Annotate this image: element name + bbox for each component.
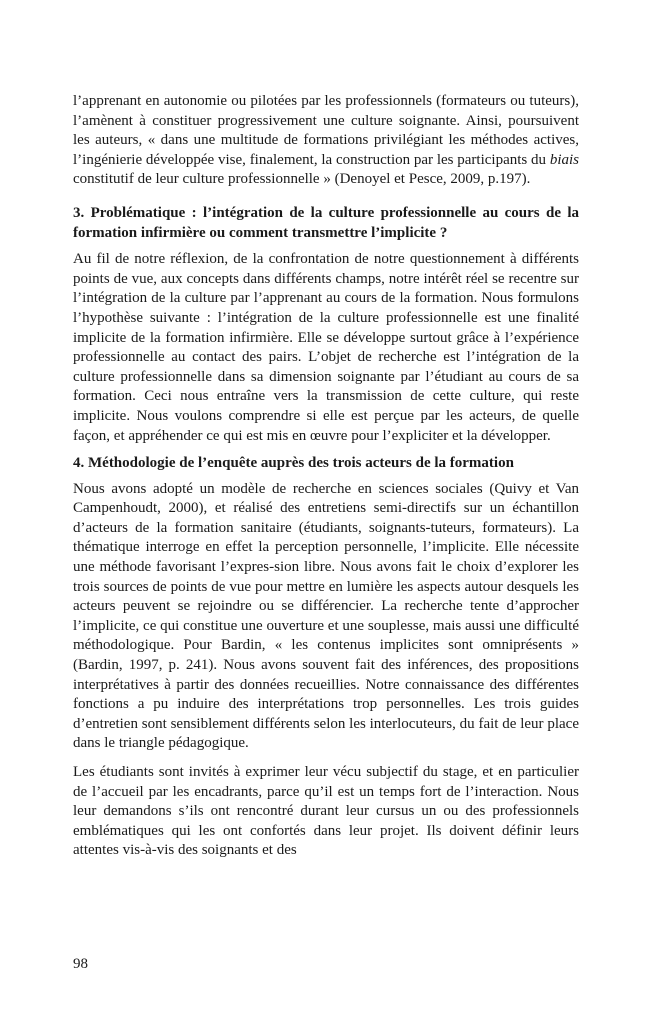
paragraph-text-end: constitutif de leur culture professionnelle » (Denoyel et Pesce, 2009, p.197). — [73, 171, 531, 188]
page-number: 98 — [73, 956, 88, 972]
paragraph-text: l’apprenant en autonomie ou pilotées par les professionnels (formateurs ou tuteurs), l’amènent à constituer progressivement une culture soignante. Ainsi, poursuivent les auteurs, « dans une multitude de formations privilégiant les méthodes actives, l’ingénierie développée vise, finalement, la construction par les participants du — [73, 93, 579, 168]
paragraph-etudiants: Les étudiants sont invités à exprimer leur vécu subjectif du stage, et en particulier de l’accueil par les encadrants, parce qu’il est un temps fort de l’interaction. Nous leur demandons s’ils ont rencontré durant leur cursus un ou des professionnels emblématiques qui les ont confortés dans leur projet. Ils doivent définir leurs attentes vis-à-vis des soignants et des — [73, 764, 579, 859]
paragraph-methodologie: Nous avons adopté un modèle de recherche en sciences sociales (Quivy et Van Campenhoudt, 2000), et réalisé des entretiens semi-directifs sur un échantillon d’acteurs de la formation sanitaire (étudiants, soignants-tuteurs, formateurs). La thématique interroge en effet la perception personnelle, l’implicite. Elle nécessite une méthode favorisant l’expres-sion libre. Nous avons fait le choix d’explorer les trois sources de points de vue pour mettre en lumière les aspects autour desquels les acteurs peuvent se rejoindre ou se différencier. La recherche tente d’approcher l’implicite, ce qui constitue une ouverture et une souplesse, mais aussi une difficulté méthodologique. Pour Bardin, « les contenus implicites sont omniprésents » (Bardin, 1997, p. 241). Nous avons souvent fait des inférences, des propositions interprétatives à partir des données recueillies. Notre connaissance des différentes fonctions a pu induire des interprétations trop personnelles. Les trois guides d’entretien sont sensiblement différents selon les interlocuteurs, du fait de leur place dans le triangle pédagogique. — [73, 480, 579, 752]
section-heading-3: 3. Problématique : l’intégration de la culture professionnelle au cours de la formation infirmière ou comment transmettre l’implicite ? — [73, 204, 579, 241]
italic-term: biais — [549, 151, 579, 168]
paragraph-continuation — [73, 92, 579, 190]
paragraph-problematique: Au fil de notre réflexion, de la confrontation de notre questionnement à différents points de vue, aux concepts dans différents champs, notre intérêt réel se recentre sur l’intégration de la culture par l’apprenant au cours de la formation. Nous formulons l’hypothèse suivante : l’intégration de la culture professionnelle est une finalité implicite de la formation infirmière. Elle se développe surtout grâce à l’expérience professionnelle au contact des pairs. L’objet de recherche est l’intégration de la culture professionnelle dans sa dimension soignante par l’étudiant au cours de sa formation. Ceci nous entraîne vers la transmission de cette culture, qui reste implicite. Nous voulons comprendre si elle est perçue par les acteurs, de quelle façon, et appréhender ce qui est mis en œuvre pour l’expliciter et la développer. — [73, 251, 579, 444]
section-heading-4: 4. Méthodologie de l’enquête auprès des trois acteurs de la formation — [73, 455, 514, 472]
page-body — [73, 92, 579, 861]
